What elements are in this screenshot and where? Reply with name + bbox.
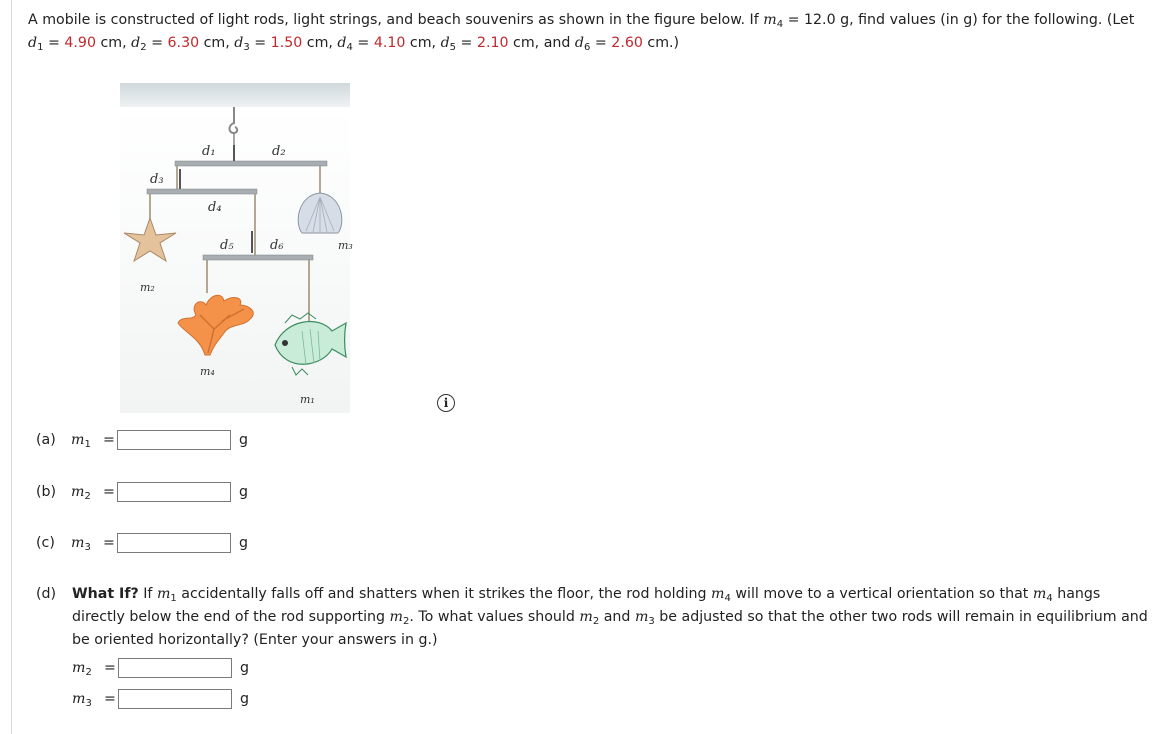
part-b-label: (b) [36, 484, 57, 500]
d-m2-variable: $m_2$ [72, 660, 92, 678]
left-border [11, 0, 12, 734]
label-m1: m₁ [300, 393, 315, 406]
d-m3-answer-input[interactable] [118, 689, 232, 709]
middle-rod [147, 189, 257, 194]
info-icon[interactable]: i [437, 394, 455, 412]
m2-unit: g [239, 484, 249, 500]
d-m3-unit: g [240, 691, 250, 707]
m1-answer-input[interactable] [117, 430, 231, 450]
part-c-label: (c) [36, 535, 55, 551]
m1-variable: $m_1$ [71, 432, 91, 450]
ceiling [120, 83, 350, 107]
part-b-row: (b) $m_2$ = g [36, 484, 249, 502]
label-d2: d₂ [272, 144, 286, 159]
label-m4: m₄ [200, 365, 215, 378]
part-c-row: (c) $m_3$ = g [36, 535, 249, 553]
m3-unit: g [239, 535, 249, 551]
m2-answer-input[interactable] [117, 482, 231, 502]
top-rod [175, 161, 327, 166]
d4-given: $d_4 = 4.10$ cm, [337, 35, 441, 53]
problem-statement: A mobile is constructed of light rods, light strings, and beach souvenirs as shown in the figure below. If $m_4 = 12.0$ g, find values (in g) for the following. (Let $d_1 = 4.90$ cm, $d_2 = 6.30$ cm, $d_3 = 1.50$ cm, $d_4 = 4.10$ cm, $d_5 = 2.10$ cm, and $d_6 = 2.60$ cm.) [28, 12, 1135, 53]
d5-given: $d_5 = 2.10$ cm, and [440, 35, 575, 53]
part-d-label: (d) [36, 586, 57, 602]
part-d-m3-row: $m_3$ = g [72, 691, 250, 709]
d-m3-variable: $m_3$ [72, 691, 92, 709]
m3-answer-input[interactable] [117, 533, 231, 553]
part-a-row: (a) $m_1$ = g [36, 432, 249, 450]
label-m2: m₂ [140, 281, 155, 294]
mobile-diagram [110, 83, 360, 413]
m2-variable: $m_2$ [71, 484, 91, 502]
d1-given: $d_1 = 4.90$ cm, [28, 35, 132, 53]
label-d6: d₆ [270, 238, 284, 253]
label-d4: d₄ [208, 200, 222, 215]
label-d1: d₁ [202, 144, 216, 159]
bottom-rod [203, 255, 313, 260]
part-d-m2-row: $m_2$ = g [72, 660, 250, 678]
part-d-text: What If? If $m_1$ accidentally falls off and shatters when it strikes the floor, the rod holding $m_4$ will move to a vertical orientation so that $m_4$ hangs directly below the end of the rod supporting $m_2$. To what values should $m_2$ and $m_3$ be adjusted so that the other two rods will remain in equilibrium and be oriented horizontally? (Enter your answers in g.) [72, 586, 1148, 648]
d3-given: $d_3 = 1.50$ cm, [234, 35, 338, 53]
d6-given: $d_6 = 2.60$ cm.) [574, 35, 680, 53]
m3-variable: $m_3$ [71, 535, 91, 553]
label-d5: d₅ [220, 238, 234, 253]
part-a-label: (a) [36, 432, 56, 448]
mobile-figure [110, 83, 360, 413]
m1-unit: g [239, 432, 249, 448]
d-m2-unit: g [240, 660, 250, 676]
label-d3: d₃ [150, 172, 164, 187]
part-d-question [36, 583, 1154, 652]
label-m3: m₃ [338, 239, 353, 252]
d-m2-answer-input[interactable] [118, 658, 232, 678]
d2-given: $d_2 = 6.30$ cm, [131, 35, 235, 53]
